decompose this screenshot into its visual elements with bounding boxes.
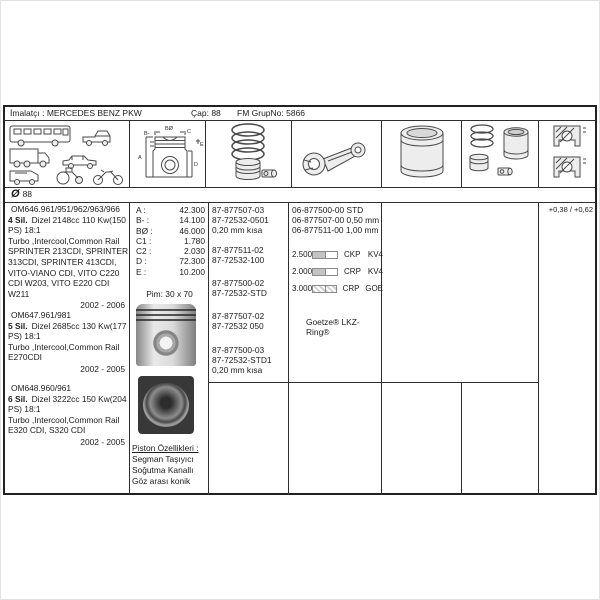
catalog-table	[3, 105, 597, 495]
bore-value: 88	[22, 189, 33, 199]
part-number: 06-877507-00 0,50 mm	[292, 215, 380, 225]
diameter-label: Çap: 88	[191, 108, 221, 118]
piston-side-photo	[136, 304, 196, 366]
ring-profile-icon	[312, 285, 337, 293]
image-row	[5, 121, 595, 188]
connecting-rod-icon	[292, 121, 381, 186]
piston-section-image	[539, 121, 595, 187]
cylinder-liner-image	[382, 121, 462, 187]
measurement-row: E : 10.200	[136, 266, 205, 277]
engine-block-om647	[8, 310, 129, 375]
feature-item: Soğutma Kanallı	[132, 465, 194, 475]
header-row	[5, 107, 595, 121]
grid-line	[288, 203, 289, 495]
feature-item: Segman Taşıyıcı	[132, 454, 194, 464]
grid-line	[129, 203, 130, 495]
part-note: 0,20 mm kısa	[212, 225, 263, 235]
pin-size-label: Pim: 30 x 70	[146, 289, 193, 299]
measurement-row: A : 42.300	[136, 205, 205, 215]
part-number: 87-72532-STD	[212, 288, 267, 298]
engine-years: 2002 - 2006	[80, 300, 125, 311]
measurement-row: B- : 14.100	[136, 215, 205, 226]
rings-and-piston-image	[206, 121, 292, 187]
part-number: 87-72532-100	[212, 255, 265, 265]
bore-row	[5, 188, 595, 203]
grid-line	[461, 382, 462, 495]
part-number: 87-877500-03	[212, 345, 265, 355]
vehicle-applications-image	[5, 121, 130, 187]
ring-brand-note: Goetze® LKZ-Ring®	[306, 317, 360, 337]
piston-top-photo	[138, 376, 194, 434]
engine-block-om648	[8, 383, 129, 448]
engine-code: OM646.961/951/962/963/966	[11, 204, 120, 214]
piston-features	[132, 443, 208, 487]
ring-spec-row: 2.000 CRP KV4	[292, 267, 383, 276]
diameter-symbol: Ø	[11, 188, 20, 200]
part-number: 87-72532 050	[212, 321, 264, 331]
part-number: 87-877507-03	[212, 205, 265, 215]
engine-applications: E270CDI	[8, 352, 42, 363]
part-number: 87-72532-STD1	[212, 355, 272, 365]
dim-a-label: A	[138, 155, 142, 161]
measurement-row: C2 : 2.030	[136, 246, 205, 257]
engine-years: 2002 - 2005	[80, 436, 125, 447]
piston-kit-icon	[462, 121, 538, 186]
ring-spec-row: 2.500 CKP KV4	[292, 250, 383, 259]
engine-years: 2002 - 2005	[80, 363, 125, 374]
engine-drivetrain: Turbo ,Intercool,Common Rail	[8, 341, 120, 352]
part-number: 87-877507-02	[212, 311, 265, 321]
piston-kit-image	[462, 121, 539, 187]
ring-profile-icon	[312, 251, 338, 259]
vehicles-icon	[5, 121, 130, 186]
part-number: 87-72532-0501	[212, 215, 269, 225]
piston-ring-grooves	[136, 309, 196, 324]
piston-section-icon	[539, 121, 595, 186]
manufacturer-label: İmalatçı : MERCEDES BENZ PKW	[10, 108, 142, 118]
part-group	[212, 278, 288, 298]
part-group	[212, 345, 288, 375]
part-group	[212, 245, 288, 265]
dim-bo-label: BØ	[165, 126, 173, 132]
oversize-note: +0,38 / +0,62	[548, 205, 593, 214]
part-note: 0,20 mm kısa	[212, 365, 263, 375]
feature-item: Göz arası konik	[132, 476, 191, 486]
measurement-row: D : 72.300	[136, 256, 205, 267]
measurements-table	[131, 205, 208, 277]
engine-code: OM647.961/981	[11, 310, 72, 320]
dim-c-label: C	[187, 129, 191, 135]
grid-line	[538, 203, 539, 495]
ring-spec-list	[292, 249, 383, 295]
engine-applications: E320 CDI, S320 CDI	[8, 425, 86, 436]
piston-dimension-diagram	[130, 121, 206, 187]
engine-applications: SPRINTER 213CDI, SPRINTER 313CDI, SPRINTER 413CDI, VITO-VIANO CDI, VITO C220 CDI W203, VITO E220 CDI W211	[8, 246, 129, 299]
ring-part-numbers	[292, 205, 383, 337]
engine-block-om646	[8, 204, 129, 311]
dim-d-label: D	[194, 162, 198, 168]
piston-pin-boss	[153, 330, 179, 356]
piston-diagram-icon	[130, 121, 205, 186]
piston-rings-icon	[206, 121, 291, 186]
ring-spec-row: 3.000 CRP GOE	[292, 284, 383, 293]
engine-drivetrain: Turbo ,Intercool,Common Rail	[8, 414, 120, 425]
engine-spec: 6 Sil. Dizel 3222cc 150 Kw(204 PS) 18:1	[8, 393, 127, 415]
ring-profile-icon	[312, 268, 338, 276]
engine-drivetrain: Turbo ,Intercool,Common Rail	[8, 235, 120, 246]
engine-spec: 5 Sil. Dizel 2685cc 130 Kw(177 PS) 18:1	[8, 320, 127, 342]
engine-spec: 4 Sil. Dizel 2148cc 110 Kw(150 PS) 18:1	[8, 214, 126, 236]
measurement-row: BØ : 46.000	[136, 225, 205, 236]
engine-code: OM648.960/961	[11, 383, 72, 393]
grid-line	[208, 382, 539, 383]
part-number: 87-877500-02	[212, 278, 265, 288]
part-number: 06-877511-00 1,00 mm	[292, 225, 379, 235]
piston-part-numbers	[212, 205, 288, 375]
part-number: 87-877511-02	[212, 245, 264, 255]
part-number: 06-877500-00 STD	[292, 205, 364, 215]
features-title: Piston Özellikleri :	[132, 443, 199, 453]
dim-e-label: E	[200, 142, 204, 148]
group-no-label: FM GrupNo: 5866	[237, 108, 306, 118]
part-group	[212, 205, 288, 235]
measurement-row: C1 : 1.780	[136, 235, 205, 246]
cylinder-liner-icon	[382, 121, 461, 186]
dim-b-label: B-	[144, 131, 150, 137]
part-group	[212, 311, 288, 331]
connecting-rod-image	[292, 121, 382, 187]
content-grid	[5, 203, 595, 495]
grid-line	[208, 203, 209, 495]
piston-bowl	[143, 383, 189, 427]
